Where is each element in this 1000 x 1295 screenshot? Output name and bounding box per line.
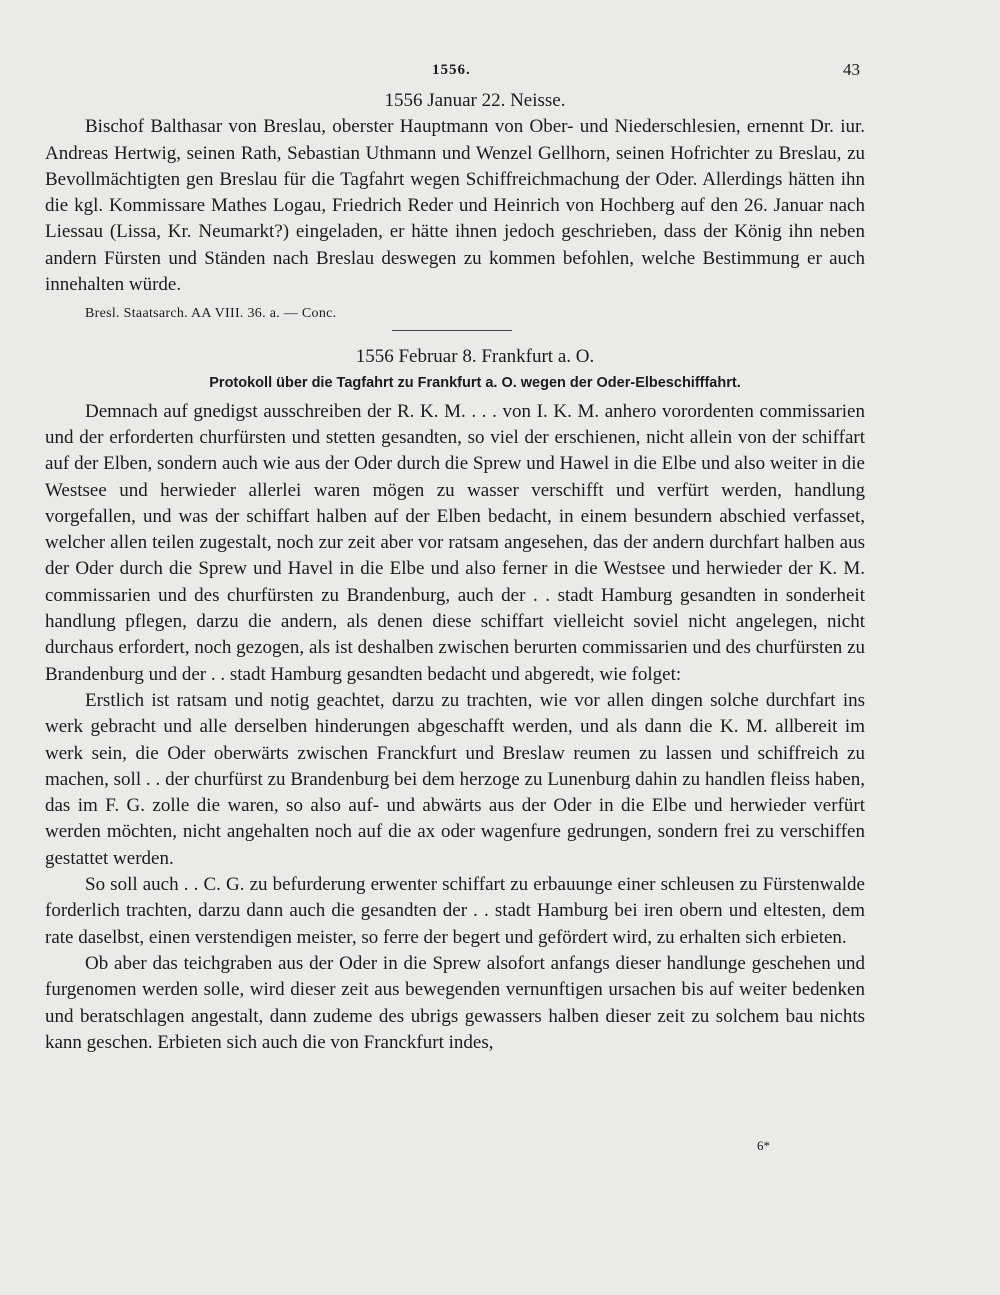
running-head-year: 1556. [432,62,471,78]
entry-2-paragraph-3: So soll auch . . C. G. zu befurderung erwenter schiffart zu erbauunge einer schleusen zu Fürstenwalde forderlich trachten, darzu dann auch die gesandten der . . stadt Hamburg bei iren obern und eltesten, dem rate daselbst, einen verstendigen meister, so ferre der begert und gefördert wird, zu erhalten sich erbieten. [45,874,865,948]
section-divider [392,330,512,331]
running-head [0,62,1000,82]
entry-1-source-citation: Bresl. Staatsarch. AA VIII. 36. a. — Conc. [85,306,337,322]
entry-1-date-heading: 1556 Januar 22. Neisse. [384,90,566,111]
entry-2-paragraph-2: Erstlich ist ratsam und notig geachtet, darzu zu trachten, wie vor allen dingen solche durchfart ins werk gebracht und alle derselben hinderungen abgeschafft werden, und als dann die K. M. allbereit im werk sein, die Oder oberwärts zwischen Franckfurt und Breslaw reumen zu lassen und schiffreich zu machen, soll . . der churfürst zu Brandenburg bei dem herzoge zu Lunenburg dahin zu handlen fleiss haben, das im F. G. zolle die waren, so also auf- und abwärts aus der Oder in die Elbe und herwieder verfürt werden möchten, nicht angehalten noch auf die ax oder wagenfure gedrungen, sondern frei zu verschiffen gestattet werden. [45,689,865,869]
entry-2-paragraph-4: Ob aber das teichgraben aus der Oder in die Sprew alsofort anfangs dieser handlunge geschehen und furgenomen werden solle, wird dieser zeit aus bewegenden vernunftigen ursachen bis auf weiter bedenken und beratschlagen angestalt, dann zudeme des ubrigs gewassers halben dieser zeit zu solchem bau nichts kann geschen. Erbieten sich auch die von Franckfurt indes, [45,952,865,1053]
entry-1-summary: Bischof Balthasar von Breslau, oberster Hauptmann von Ober- und Niederschlesien, ernennt Dr. iur. Andreas Hertwig, seinen Rath, Sebastian Uthmann und Wenzel Gellhorn, seinen Hofrichter zu Breslau, zu Bevollmächtigten gen Breslau für die Tagfahrt wegen Schiffreichmachung der Oder. Allerdings hätten ihn die kgl. Kommissare Mathes Logau, Friedrich Reder und Heinrich von Hochberg auf den 26. Januar nach Liessau (Lissa, Kr. Neumarkt?) eingeladen, er hätte ihnen jedoch geschrieben, dass der König ihn neben andern Fürsten und Ständen nach Breslau deswegen zu kommen befohlen, welche Bestimmung er auch innehalten würde. [45,116,865,296]
entry-2-paragraph-1: Demnach auf gnedigst ausschreiben der R. K. M. . . . von I. K. M. anhero vorordenten commissarien und der erforderten churfürsten und stetten gesandten, so viel der erschienen, nicht allein von der schiffart auf der Elben, sondern auch wie aus der Oder durch die Sprew und Hawel in die Elbe und also weiter in die Westsee und herwieder allerlei waren mögen zu wasser verschifft und verfürt werden, handlung vorgefallen, und was der schiffart halben auf der Elben bedacht, in einem besundern abschied verfasset, welcher allen teilen zugestalt, noch zur zeit aber vor ratsam angesehen, das der andern durchfart halben aus der Oder durch die Sprew und Havel in die Elbe und also ferner in die Westsee und herwieder der K. M. commissarien und des churfürsten zu Brandenburg, auch der . . stadt Hamburg gesandten in sonderheit handlung pflegen, darzu die andern, als denen diese schiffart vielleicht soviel nicht angelegen, nicht durchaus erfordert, noch gezogen, als ist deshalben zwischen berurten commissarien und des churfürsten zu Brandenburg und der . . stadt Hamburg gesandten bedacht und abgeredt, wie folget: [45,400,865,685]
signature-mark: 6* [757,1138,770,1153]
entry-2-date-heading: 1556 Februar 8. Frankfurt a. O. [355,346,595,368]
page-number: 43 [843,60,860,79]
entry-2-document-title: Protokoll über die Tagfahrt zu Frankfurt a. O. wegen der Oder-Elbeschifffahrt. [209,374,741,391]
section-divider-wrap [45,330,865,332]
main-text [45,88,865,1056]
